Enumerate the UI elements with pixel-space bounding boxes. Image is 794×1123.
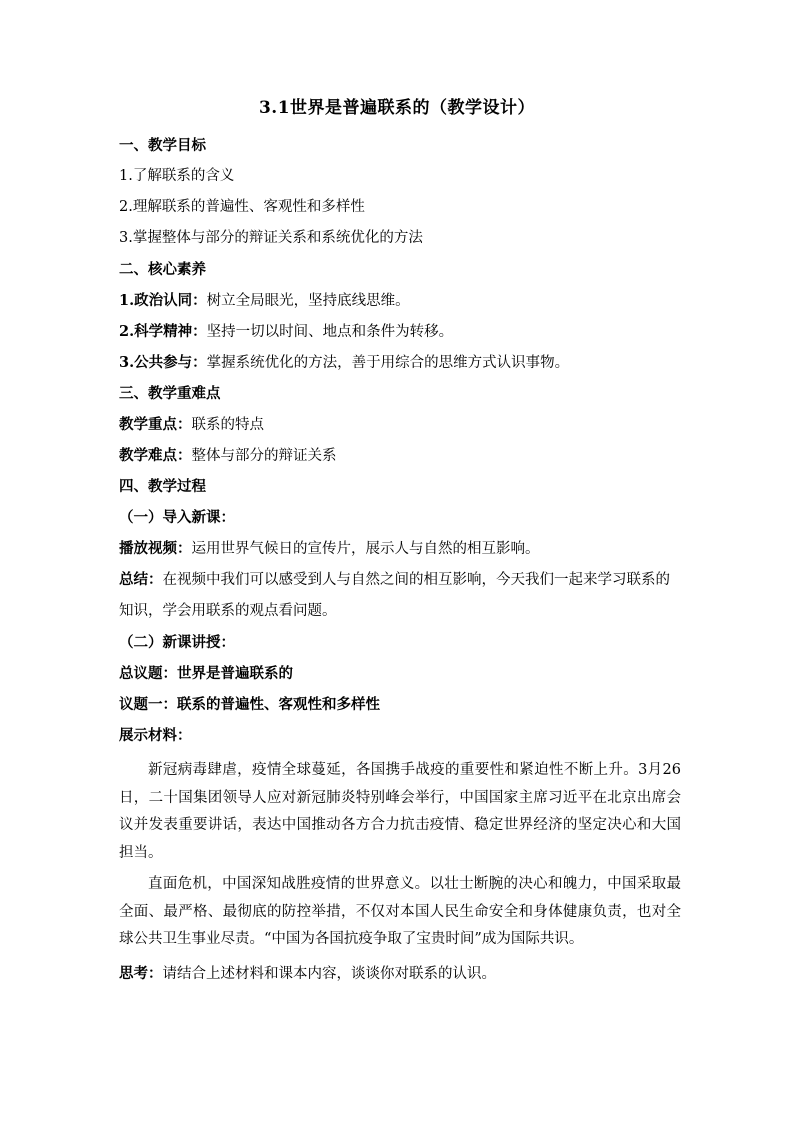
literacy-item bbox=[119, 285, 681, 316]
document-body bbox=[119, 130, 681, 989]
material-label: 展示材料： bbox=[119, 727, 192, 744]
new-lesson-heading: （二）新课讲授： bbox=[119, 634, 235, 651]
goal-item: 1.了解联系的含义 bbox=[119, 168, 235, 184]
difficulty-line bbox=[119, 440, 681, 471]
video-text: 运用世界气候日的宣传片，展示人与自然的相互影响。 bbox=[191, 541, 540, 557]
section-heading-process: 四、教学过程 bbox=[119, 478, 206, 495]
think-label: 思考： bbox=[119, 964, 163, 982]
intro-heading: （一）导入新课： bbox=[119, 509, 235, 526]
literacy-text: 掌握系统优化的方法，善于用综合的思维方式认识事物。 bbox=[206, 355, 570, 371]
literacy-item bbox=[119, 316, 681, 347]
main-topic: 总议题：世界是普遍联系的 bbox=[119, 665, 293, 682]
summary-text: 在视频中我们可以感受到人与自然之间的相互影响，今天我们一起来学习联系的知识，学会用联系的观点看问题。 bbox=[119, 572, 670, 619]
literacy-text: 树立全局眼光，坚持底线思维。 bbox=[206, 293, 410, 309]
goal-item: 2.理解联系的普遍性、客观性和多样性 bbox=[119, 199, 365, 215]
think-line bbox=[119, 958, 681, 989]
literacy-label: 3.公共参与： bbox=[119, 354, 207, 371]
material-paragraph: 新冠病毒肆虐，疫情全球蔓延，各国携手战疫的重要性和紧迫性不断上升。3月26日，二十国集团领导人应对新冠肺炎特别峰会举行，中国国家主席习近平在北京出席会议并发表重要讲话，表达中国推动各方合力抗击疫情、稳定世界经济的坚定决心和大国担当。 bbox=[119, 762, 681, 861]
section-heading-literacy: 二、核心素养 bbox=[119, 261, 206, 278]
focus-line bbox=[119, 409, 681, 440]
focus-text: 联系的特点 bbox=[191, 417, 264, 433]
section-heading-goals: 一、教学目标 bbox=[119, 137, 206, 154]
goal-item: 3.掌握整体与部分的辩证关系和系统优化的方法 bbox=[119, 230, 423, 246]
literacy-label: 1.政治认同： bbox=[119, 292, 207, 309]
summary-paragraph bbox=[119, 564, 681, 627]
focus-label: 教学重点： bbox=[119, 416, 192, 433]
summary-label: 总结： bbox=[119, 571, 163, 588]
difficulty-text: 整体与部分的辩证关系 bbox=[191, 448, 337, 464]
literacy-label: 2.科学精神： bbox=[119, 323, 207, 340]
difficulty-label: 教学难点： bbox=[119, 447, 192, 464]
document-title: 3.1世界是普遍联系的（教学设计） bbox=[258, 98, 536, 118]
video-label: 播放视频： bbox=[119, 540, 192, 557]
section-heading-keypoints: 三、教学重难点 bbox=[119, 385, 221, 402]
literacy-item bbox=[119, 347, 681, 378]
video-line bbox=[119, 533, 681, 564]
material-paragraph: 直面危机，中国深知战胜疫情的世界意义。以壮士断腕的决心和魄力，中国采取最全面、最严格、最彻底的防控举措，不仅对本国人民生命安全和身体健康负责，也对全球公共卫生事业尽责。“中国为各国抗疫争取了宝贵时间”成为国际共识。 bbox=[119, 876, 681, 947]
literacy-text: 坚持一切以时间、地点和条件为转移。 bbox=[206, 324, 454, 340]
think-text: 请结合上述材料和课本内容，谈谈你对联系的认识。 bbox=[162, 965, 496, 982]
topic-one: 议题一：联系的普遍性、客观性和多样性 bbox=[119, 696, 380, 713]
